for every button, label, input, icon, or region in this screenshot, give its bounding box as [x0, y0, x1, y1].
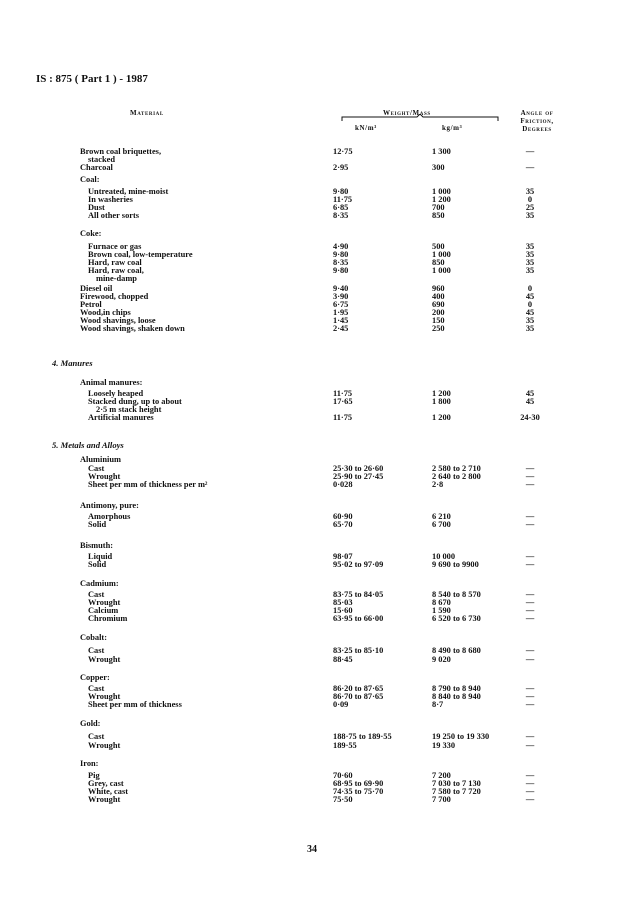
cell-kn: 9·80	[333, 266, 349, 275]
cell-kg: 200	[432, 308, 445, 317]
cell-angle: —	[525, 512, 535, 521]
row-label: Animal manures:	[80, 378, 143, 387]
cell-angle: —	[525, 646, 535, 655]
column-header-weight-mass: Weight/Mass	[383, 109, 431, 117]
cell-kg: 9 020	[432, 655, 451, 664]
cell-kn: 8·35	[333, 258, 349, 267]
cell-kn: 0·028	[333, 480, 353, 489]
row-label: Wrought	[88, 655, 121, 664]
cell-kn: 25·90 to 27·45	[333, 472, 384, 481]
cell-kn: 9·80	[333, 187, 349, 196]
cell-kg: 300	[432, 163, 445, 172]
cell-kn: 3·90	[333, 292, 349, 301]
cell-angle: 35	[525, 187, 535, 196]
cell-angle: —	[525, 614, 535, 623]
cell-kn: 17·65	[333, 397, 353, 406]
cell-kg: 8 540 to 8 570	[432, 590, 481, 599]
cell-kn: 68·95 to 69·90	[333, 779, 384, 788]
cell-angle: 35	[525, 250, 535, 259]
cell-angle: 35	[525, 316, 535, 325]
cell-angle: —	[525, 787, 535, 796]
row-label: Charcoal	[80, 163, 113, 172]
cell-angle: —	[525, 590, 535, 599]
row-label: Loosely heaped	[88, 389, 144, 398]
cell-kn: 65·70	[333, 520, 353, 529]
cell-angle: —	[525, 552, 535, 561]
cell-angle: —	[525, 472, 535, 481]
cell-kg: 1 000	[432, 266, 451, 275]
cell-kg: 9 690 to 9900	[432, 560, 479, 569]
row-label: Hard, raw coal	[88, 258, 142, 267]
cell-kn: 6·85	[333, 203, 349, 212]
cell-kn: 88·45	[333, 655, 353, 664]
cell-kn: 8·35	[333, 211, 349, 220]
cell-kn: 11·75	[333, 389, 353, 398]
row-label: Diesel oil	[80, 284, 113, 293]
row-label: Sheet per mm of thickness	[88, 700, 182, 709]
row-label: Wrought	[88, 692, 121, 701]
cell-angle: —	[525, 464, 535, 473]
standard-header: IS : 875 ( Part 1 ) - 1987	[36, 73, 148, 85]
cell-kg: 1 200	[432, 389, 451, 398]
cell-kg: 10 000	[432, 552, 456, 561]
row-label: Gold:	[80, 719, 101, 728]
row-label: Liquid	[88, 552, 113, 561]
cell-kg: 7 580 to 7 720	[432, 787, 481, 796]
cell-kg: 1 300	[432, 147, 451, 156]
cell-kn: 4·90	[333, 242, 349, 251]
row-label: Wrought	[88, 598, 121, 607]
cell-angle: —	[525, 560, 535, 569]
row-label: Wood shavings, loose	[80, 316, 156, 325]
cell-kn: 0·09	[333, 700, 349, 709]
cell-kg: 150	[432, 316, 445, 325]
cell-kg: 1 800	[432, 397, 451, 406]
cell-kn: 95·02 to 97·09	[333, 560, 384, 569]
cell-kg: 8 670	[432, 598, 451, 607]
row-label: Hard, raw coal,	[88, 266, 144, 275]
cell-angle: 35	[525, 324, 535, 333]
cell-angle: 35	[525, 266, 535, 275]
row-label: Wood shavings, shaken down	[80, 324, 185, 333]
row-label: Amorphous	[88, 512, 131, 521]
cell-angle: 0	[527, 284, 533, 293]
cell-kn: 1·95	[333, 308, 349, 317]
cell-kn: 86·20 to 87·65	[333, 684, 384, 693]
cell-angle: —	[525, 692, 535, 701]
cell-angle: —	[525, 684, 535, 693]
row-label: Copper:	[80, 673, 110, 682]
row-label: stacked	[88, 155, 115, 164]
cell-angle: 45	[525, 389, 535, 398]
cell-angle: —	[525, 606, 535, 615]
cell-kg: 2·8	[432, 480, 444, 489]
row-label: 2·5 m stack height	[96, 405, 162, 414]
cell-kg: 1 200	[432, 413, 451, 422]
cell-kn: 188·75 to 189·55	[333, 732, 392, 741]
row-label: Cadmium:	[80, 579, 119, 588]
cell-angle: 0	[527, 195, 533, 204]
cell-kn: 6·75	[333, 300, 349, 309]
cell-kg: 1 000	[432, 187, 451, 196]
row-label: Brown coal, low-temperature	[88, 250, 193, 259]
cell-kn: 2·45	[333, 324, 349, 333]
cell-angle: —	[525, 795, 535, 804]
cell-angle: —	[525, 732, 535, 741]
row-label: Petrol	[80, 300, 102, 309]
row-label: Cast	[88, 464, 105, 473]
row-label: In washeries	[88, 195, 133, 204]
row-label: Furnace or gas	[88, 242, 142, 251]
cell-kg: 500	[432, 242, 445, 251]
row-label: Calcium	[88, 606, 119, 615]
angle-line-2: Friction,	[520, 117, 554, 125]
row-label: Stacked dung, up to about	[88, 397, 182, 406]
cell-kg: 6 520 to 6 730	[432, 614, 481, 623]
row-label: Dust	[88, 203, 105, 212]
cell-kg: 19 250 to 19 330	[432, 732, 490, 741]
cell-angle: —	[525, 655, 535, 664]
cell-kn: 15·60	[333, 606, 353, 615]
cell-kg: 960	[432, 284, 445, 293]
cell-kn: 2·95	[333, 163, 349, 172]
row-label: Cast	[88, 646, 105, 655]
cell-kg: 6 210	[432, 512, 451, 521]
cell-angle: 0	[527, 300, 533, 309]
cell-angle: 25	[525, 203, 535, 212]
cell-kg: 2 640 to 2 800	[432, 472, 481, 481]
cell-angle: —	[525, 779, 535, 788]
cell-kn: 60·90	[333, 512, 353, 521]
row-label: All other sorts	[88, 211, 140, 220]
cell-kg: 700	[432, 203, 445, 212]
cell-kg: 6 700	[432, 520, 451, 529]
row-label: Cast	[88, 732, 105, 741]
cell-angle: —	[525, 771, 535, 780]
cell-angle: —	[525, 147, 535, 156]
row-label: Chromium	[88, 614, 128, 623]
cell-kg: 1 200	[432, 195, 451, 204]
cell-angle: 45	[525, 397, 535, 406]
cell-kg: 7 700	[432, 795, 451, 804]
cell-kn: 11·75	[333, 413, 353, 422]
row-label: Cast	[88, 590, 105, 599]
cell-kg: 1 000	[432, 250, 451, 259]
row-label: mine-damp	[96, 274, 137, 283]
row-label: Cast	[88, 684, 105, 693]
row-label: Aluminium	[80, 455, 121, 464]
cell-angle: 35	[525, 242, 535, 251]
cell-kn: 12·75	[333, 147, 353, 156]
cell-kn: 11·75	[333, 195, 353, 204]
row-label: Bismuth:	[80, 541, 114, 550]
row-label: Firewood, chopped	[80, 292, 149, 301]
row-label: Coal:	[80, 175, 100, 184]
cell-angle: —	[525, 700, 535, 709]
cell-kn: 63·95 to 66·00	[333, 614, 384, 623]
angle-line-3: Degrees	[522, 125, 552, 133]
row-label: Grey, cast	[88, 779, 124, 788]
cell-kn: 83·75 to 84·05	[333, 590, 384, 599]
cell-kg: 250	[432, 324, 445, 333]
cell-kn: 85·03	[333, 598, 353, 607]
cell-kn: 9·80	[333, 250, 349, 259]
row-label: Brown coal briquettes,	[80, 147, 162, 156]
cell-angle: —	[525, 741, 535, 750]
cell-kn: 25·30 to 26·60	[333, 464, 384, 473]
cell-kn: 9·40	[333, 284, 349, 293]
cell-angle: 24-30	[520, 413, 540, 422]
cell-angle: 35	[525, 211, 535, 220]
angle-line-1: Angle of	[520, 109, 554, 117]
row-label: Pig	[88, 771, 100, 780]
column-header-kn: kN/m³	[355, 124, 377, 132]
cell-kg: 8·7	[432, 700, 444, 709]
cell-angle: 45	[525, 308, 535, 317]
section-heading: 5. Metals and Alloys	[52, 440, 124, 450]
cell-kg: 1 590	[432, 606, 451, 615]
cell-kg: 850	[432, 211, 445, 220]
cell-kg: 8 490 to 8 680	[432, 646, 481, 655]
row-label: Solid	[88, 520, 107, 529]
row-label: Wrought	[88, 795, 121, 804]
row-label: Untreated, mine-moist	[88, 187, 169, 196]
section-heading: 4. Manures	[52, 358, 93, 368]
row-label: Sheet per mm of thickness per m²	[88, 480, 208, 489]
cell-kn: 1·45	[333, 316, 349, 325]
cell-angle: —	[525, 163, 535, 172]
row-label: Wood,in chips	[80, 308, 131, 317]
column-header-material: Material	[130, 109, 164, 117]
cell-kg: 400	[432, 292, 445, 301]
cell-kn: 74·35 to 75·70	[333, 787, 384, 796]
cell-angle: —	[525, 480, 535, 489]
cell-angle: 35	[525, 258, 535, 267]
row-label: Iron:	[80, 759, 99, 768]
row-label: Wrought	[88, 741, 121, 750]
row-label: Artificial manures	[88, 413, 154, 422]
column-header-angle	[512, 109, 562, 133]
row-label: Antimony, pure:	[80, 501, 139, 510]
row-label: Coke:	[80, 229, 102, 238]
cell-kg: 7 200	[432, 771, 451, 780]
cell-kg: 2 580 to 2 710	[432, 464, 481, 473]
cell-angle: —	[525, 520, 535, 529]
cell-kn: 70·60	[333, 771, 353, 780]
cell-angle: 45	[525, 292, 535, 301]
cell-kn: 83·25 to 85·10	[333, 646, 384, 655]
cell-kn: 86·70 to 87·65	[333, 692, 384, 701]
cell-angle: —	[525, 598, 535, 607]
row-label: Solid	[88, 560, 107, 569]
row-label: Wrought	[88, 472, 121, 481]
page-number: 34	[307, 844, 317, 855]
cell-kg: 690	[432, 300, 445, 309]
cell-kg: 8 840 to 8 940	[432, 692, 481, 701]
cell-kg: 8 790 to 8 940	[432, 684, 481, 693]
cell-kn: 189·55	[333, 741, 357, 750]
cell-kn: 98·07	[333, 552, 353, 561]
column-header-kg: kg/m³	[442, 124, 463, 132]
cell-kg: 19 330	[432, 741, 456, 750]
column-brace	[341, 114, 499, 122]
cell-kg: 7 030 to 7 130	[432, 779, 481, 788]
cell-kn: 75·50	[333, 795, 353, 804]
row-label: White, cast	[88, 787, 129, 796]
row-label: Cobalt:	[80, 633, 107, 642]
cell-kg: 850	[432, 258, 445, 267]
